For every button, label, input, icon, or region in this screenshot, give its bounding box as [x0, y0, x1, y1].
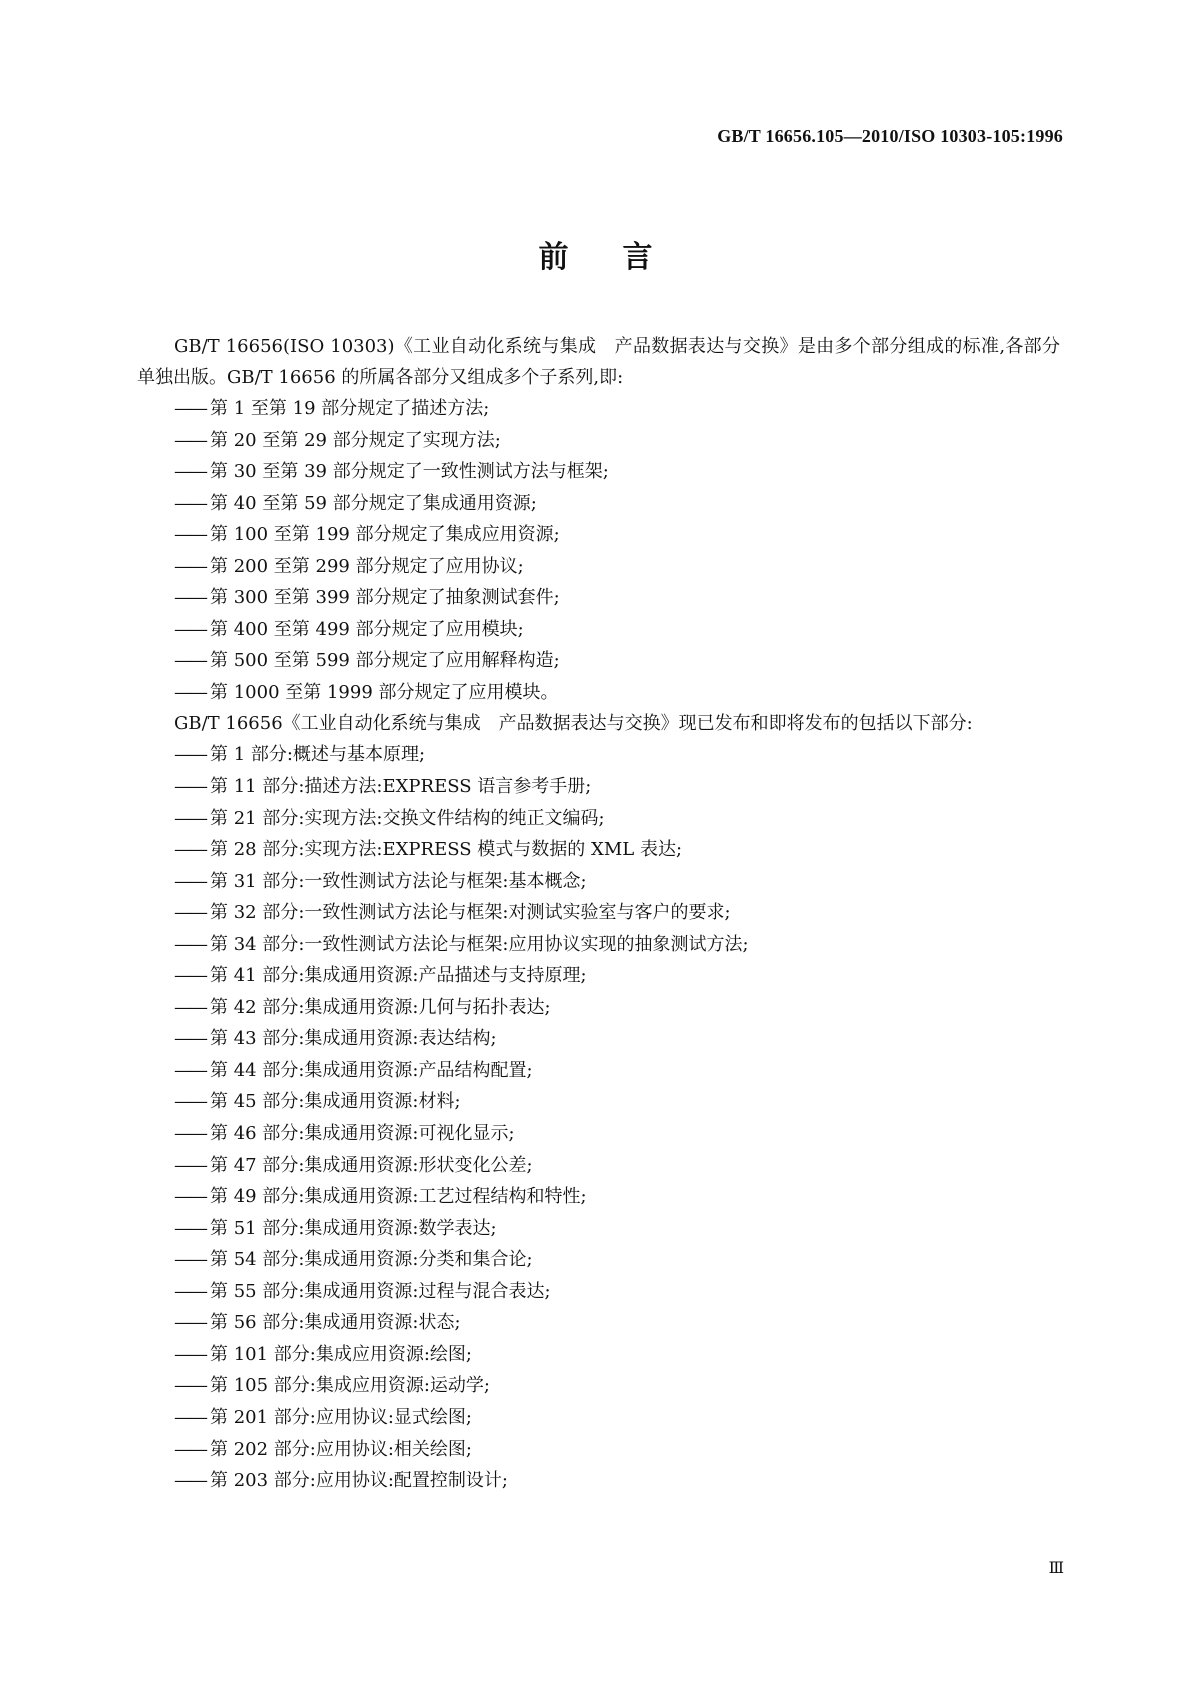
- parts-list-item: [137, 1118, 1060, 1150]
- list-item-text: 第 43 部分:集成通用资源:表达结构;: [210, 1028, 497, 1050]
- list-item-text: 第 46 部分:集成通用资源:可视化显示;: [210, 1123, 515, 1145]
- document-body: [137, 331, 1060, 1497]
- list-item-text: 第 1000 至第 1999 部分规定了应用模块。: [210, 681, 559, 703]
- list-dash-marker: ——: [174, 1312, 206, 1334]
- series-list: [137, 393, 1060, 708]
- list-item-text: 第 55 部分:集成通用资源:过程与混合表达;: [210, 1280, 551, 1302]
- series-list-item: [137, 456, 1060, 488]
- list-dash-marker: ——: [174, 1438, 206, 1460]
- list-item-text: 第 21 部分:实现方法:交换文件结构的纯正文编码;: [210, 807, 605, 829]
- list-dash-marker: ——: [174, 650, 206, 672]
- series-list-item: [137, 393, 1060, 425]
- list-item-text: 第 34 部分:一致性测试方法论与框架:应用协议实现的抽象测试方法;: [210, 933, 749, 955]
- list-dash-marker: ——: [174, 1217, 206, 1239]
- list-dash-marker: ——: [174, 902, 206, 924]
- list-dash-marker: ——: [174, 807, 206, 829]
- published-paragraph: GB/T 16656《工业自动化系统与集成 产品数据表达与交换》现已发布和即将发布的包括以下部分:: [174, 713, 973, 735]
- list-item-text: 第 41 部分:集成通用资源:产品描述与支持原理;: [210, 965, 587, 987]
- list-item-text: 第 51 部分:集成通用资源:数学表达;: [210, 1217, 497, 1239]
- list-item-text: 第 32 部分:一致性测试方法论与框架:对测试实验室与客户的要求;: [210, 902, 731, 924]
- series-list-item: [137, 582, 1060, 614]
- parts-list-item: [137, 771, 1060, 803]
- list-item-text: 第 200 至第 299 部分规定了应用协议;: [210, 555, 524, 577]
- parts-list-item: [137, 1086, 1060, 1118]
- list-dash-marker: ——: [174, 429, 206, 451]
- series-list-item: [137, 425, 1060, 457]
- list-dash-marker: ——: [174, 744, 206, 766]
- parts-list-item: [137, 897, 1060, 929]
- list-item-text: 第 45 部分:集成通用资源:材料;: [210, 1091, 461, 1113]
- page-title: 前言: [538, 240, 707, 275]
- parts-list-item: [137, 1370, 1060, 1402]
- intro-paragraph: GB/T 16656(ISO 10303)《工业自动化系统与集成 产品数据表达与交换》是由多个部分组成的标准,各部分单独出版。GB/T 16656 的所属各部分又组成多个子系列,即:: [137, 336, 1060, 388]
- list-dash-marker: ——: [174, 1123, 206, 1145]
- list-item-text: 第 54 部分:集成通用资源:分类和集合论;: [210, 1249, 533, 1271]
- list-item-text: 第 11 部分:描述方法:EXPRESS 语言参考手册;: [210, 776, 592, 798]
- list-item-text: 第 101 部分:集成应用资源:绘图;: [210, 1343, 472, 1365]
- parts-list-item: [137, 1402, 1060, 1434]
- list-dash-marker: ——: [174, 933, 206, 955]
- list-item-text: 第 47 部分:集成通用资源:形状变化公差;: [210, 1154, 533, 1176]
- list-dash-marker: ——: [174, 1154, 206, 1176]
- series-list-item: [137, 488, 1060, 520]
- list-dash-marker: ——: [174, 1375, 206, 1397]
- parts-list-item: [137, 866, 1060, 898]
- list-dash-marker: ——: [174, 618, 206, 640]
- list-item-text: 第 300 至第 399 部分规定了抽象测试套件;: [210, 587, 560, 609]
- list-dash-marker: ——: [174, 492, 206, 514]
- list-item-text: 第 40 至第 59 部分规定了集成通用资源;: [210, 492, 537, 514]
- series-list-item: [137, 614, 1060, 646]
- list-dash-marker: ——: [174, 839, 206, 861]
- parts-list-item: [137, 1339, 1060, 1371]
- list-dash-marker: ——: [174, 524, 206, 546]
- parts-list-item: [137, 803, 1060, 835]
- series-list-item: [137, 645, 1060, 677]
- parts-list-item: [137, 1465, 1060, 1497]
- standard-number-header: GB/T 16656.105—2010/ISO 10303-105:1996: [717, 126, 1063, 146]
- series-list-item: [137, 519, 1060, 551]
- list-item-text: 第 100 至第 199 部分规定了集成应用资源;: [210, 524, 560, 546]
- parts-list: [137, 739, 1060, 1496]
- list-dash-marker: ——: [174, 398, 206, 419]
- parts-list-item: [137, 1213, 1060, 1245]
- list-dash-marker: ——: [174, 681, 206, 703]
- list-item-text: 第 202 部分:应用协议:相关绘图;: [210, 1438, 472, 1460]
- parts-list-item: [137, 834, 1060, 866]
- list-dash-marker: ——: [174, 1059, 206, 1081]
- list-dash-marker: ——: [174, 870, 206, 892]
- parts-list-item: [137, 1150, 1060, 1182]
- list-item-text: 第 44 部分:集成通用资源:产品结构配置;: [210, 1059, 533, 1081]
- list-dash-marker: ——: [174, 1280, 206, 1302]
- list-item-text: 第 42 部分:集成通用资源:几何与拓扑表达;: [210, 996, 551, 1018]
- list-item-text: 第 49 部分:集成通用资源:工艺过程结构和特性;: [210, 1186, 587, 1208]
- list-dash-marker: ——: [174, 461, 206, 483]
- list-item-text: 第 56 部分:集成通用资源:状态;: [210, 1312, 461, 1334]
- list-dash-marker: ——: [174, 1406, 206, 1428]
- parts-list-item: [137, 992, 1060, 1024]
- list-dash-marker: ——: [174, 1249, 206, 1271]
- list-item-text: 第 30 至第 39 部分规定了一致性测试方法与框架;: [210, 461, 609, 483]
- series-list-item: [137, 677, 1060, 709]
- list-item-text: 第 20 至第 29 部分规定了实现方法;: [210, 429, 501, 451]
- parts-list-item: [137, 1023, 1060, 1055]
- list-item-text: 第 1 部分:概述与基本原理;: [210, 744, 426, 766]
- list-dash-marker: ——: [174, 965, 206, 987]
- list-item-text: 第 203 部分:应用协议:配置控制设计;: [210, 1470, 508, 1492]
- list-item-text: 第 28 部分:实现方法:EXPRESS 模式与数据的 XML 表达;: [210, 839, 683, 861]
- list-dash-marker: ——: [174, 776, 206, 798]
- parts-list-item: [137, 1244, 1060, 1276]
- parts-list-item: [137, 1276, 1060, 1308]
- page-number: Ⅲ: [1048, 1560, 1064, 1577]
- parts-list-item: [137, 739, 1060, 771]
- list-item-text: 第 400 至第 499 部分规定了应用模块;: [210, 618, 524, 640]
- parts-list-item: [137, 1181, 1060, 1213]
- list-dash-marker: ——: [174, 555, 206, 577]
- parts-list-item: [137, 960, 1060, 992]
- parts-list-item: [137, 1055, 1060, 1087]
- list-item-text: 第 500 至第 599 部分规定了应用解释构造;: [210, 650, 560, 672]
- parts-list-item: [137, 1307, 1060, 1339]
- list-dash-marker: ——: [174, 1091, 206, 1113]
- list-dash-marker: ——: [174, 1028, 206, 1050]
- series-list-item: [137, 551, 1060, 583]
- parts-list-item: [137, 1434, 1060, 1466]
- list-item-text: 第 105 部分:集成应用资源:运动学;: [210, 1375, 490, 1397]
- list-dash-marker: ——: [174, 1343, 206, 1365]
- list-item-text: 第 201 部分:应用协议:显式绘图;: [210, 1406, 472, 1428]
- list-dash-marker: ——: [174, 587, 206, 609]
- list-dash-marker: ——: [174, 996, 206, 1018]
- list-item-text: 第 1 至第 19 部分规定了描述方法;: [210, 398, 490, 419]
- list-dash-marker: ——: [174, 1186, 206, 1208]
- list-item-text: 第 31 部分:一致性测试方法论与框架:基本概念;: [210, 870, 587, 892]
- list-dash-marker: ——: [174, 1470, 206, 1492]
- parts-list-item: [137, 929, 1060, 961]
